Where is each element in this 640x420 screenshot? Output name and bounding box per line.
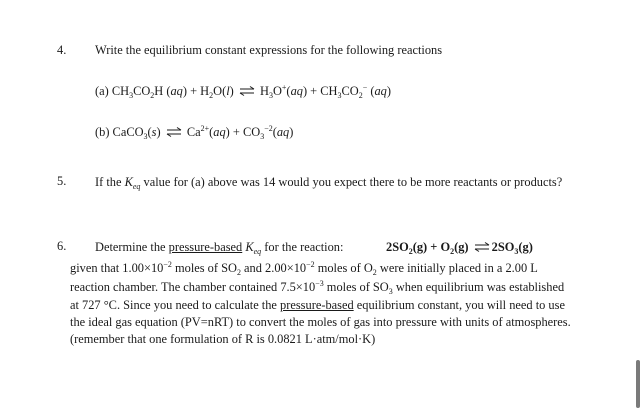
reaction-a: (a) $CH_3CO_2H$ $(aq) + H_2O(l) H_3O^+(aq) + CH_3CO_2^-$ (aq)	[95, 83, 391, 100]
equilibrium-arrow-icon	[166, 127, 182, 137]
question-4-prompt: Write the equilibrium constant expressions for the following reactions	[95, 43, 443, 57]
reaction-a-label: (a)	[95, 84, 109, 98]
question-6-number: 6.	[57, 239, 67, 253]
question-6-line-5: the ideal gas equation (PV=nRT) to convert the moles of gas into pressure with units of atmospheres.	[70, 315, 571, 329]
scrollbar[interactable]	[636, 360, 640, 408]
question-5-number: 5.	[57, 174, 67, 188]
question-6-reaction: $2SO_2(g) + O_2(g)$ $2SO_3(g)$	[386, 240, 533, 256]
question-6-line-3: reaction chamber. The chamber contained $7.5\times 10^{-3}$ moles of $SO_3$ when equilibrium was established	[70, 279, 565, 296]
reaction-b-label: (b)	[95, 125, 110, 139]
question-6-line-4: at 727 °C. Since you need to calculate the pressure-based equilibrium constant, you will need to use	[70, 298, 565, 312]
question-4-number: 4.	[57, 43, 67, 57]
question-5-text: If the $K_{eq}$ value for (a) above was 14 would you expect there to be more reactants or products?	[95, 175, 563, 191]
question-6-line-6: (remember that one formulation of R is 0.0821 L·atm/mol·K)	[70, 332, 376, 346]
question-6-intro: Determine the pressure-based $K_{eq}$ for the reaction:	[95, 240, 344, 256]
equilibrium-arrow-icon	[474, 242, 490, 252]
question-6-line-2: given that $1.00\times 10^{-2}$ moles of $SO_2$ and $2.00\times 10^{-2}$ moles of $O_2$ were initially placed in a 2.00 L	[70, 260, 538, 277]
reaction-b: (b) CaCO$_3$(s) $Ca^{2+}(aq) + CO_3^{-2}(aq)$	[95, 124, 294, 141]
equilibrium-arrow-icon	[239, 86, 255, 96]
